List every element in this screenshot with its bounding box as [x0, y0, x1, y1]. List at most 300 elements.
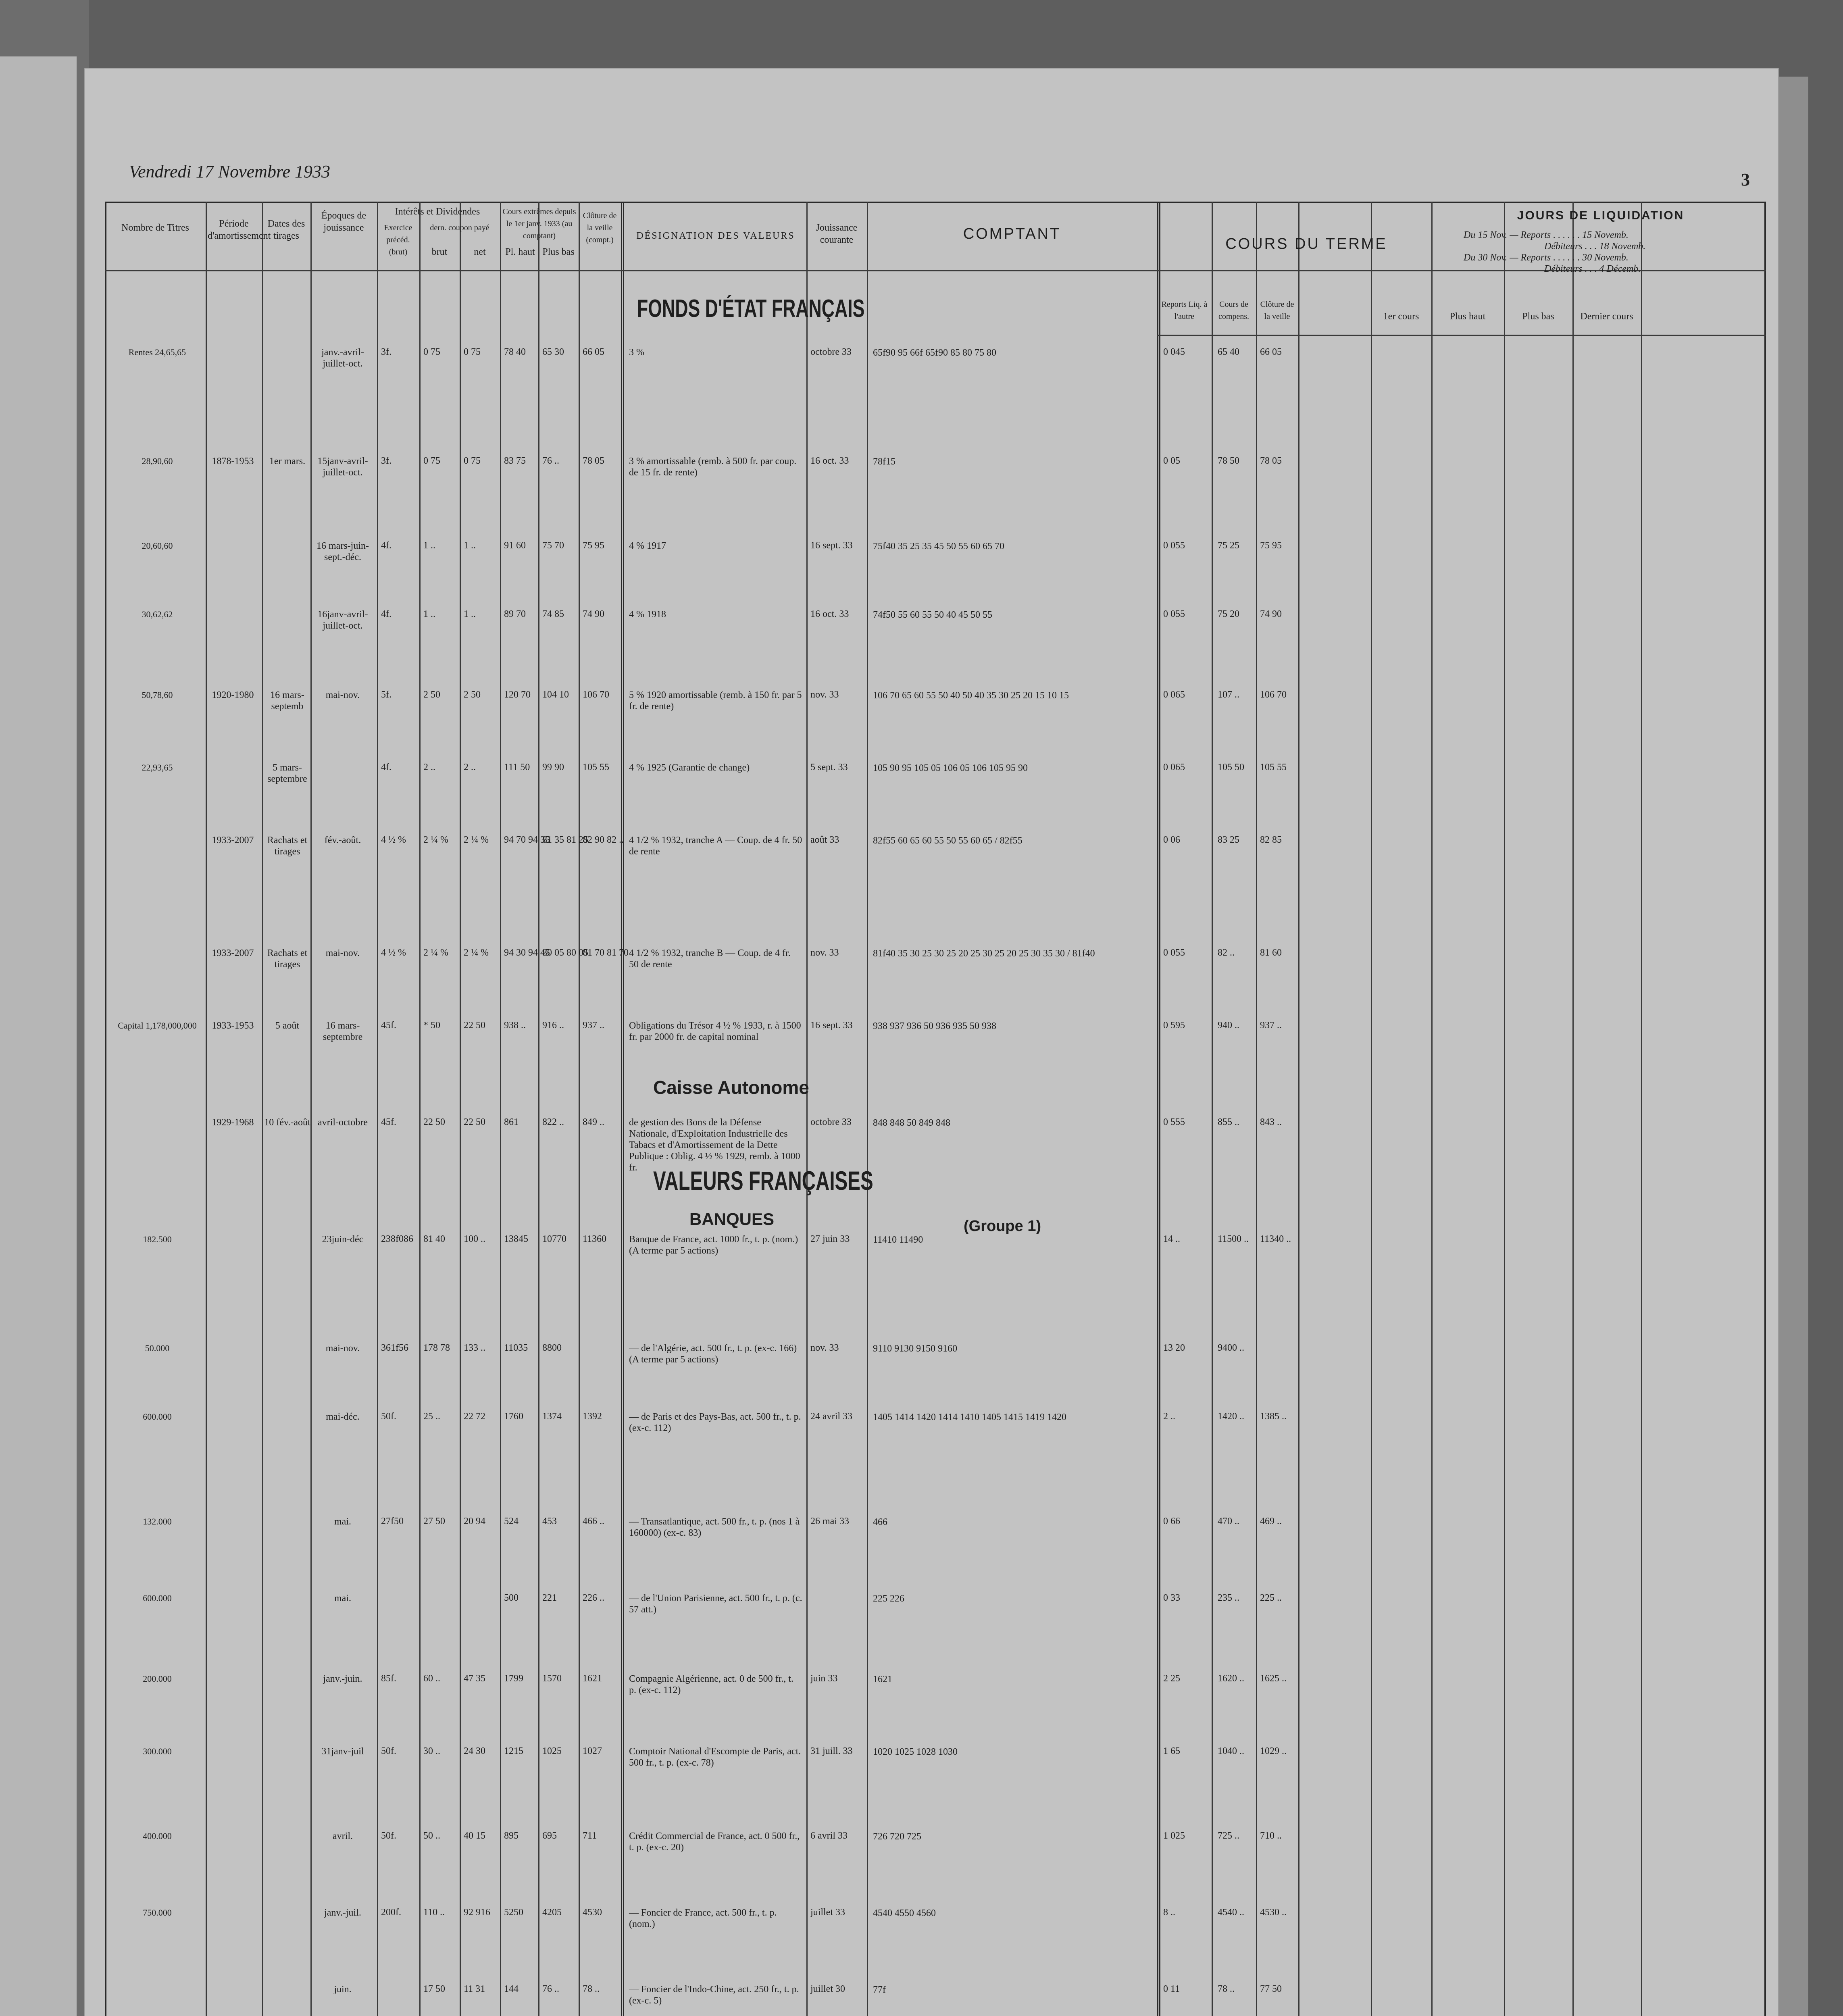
col-divider: [1572, 202, 1574, 2016]
header-dern-coupon: dern. coupon payé: [430, 223, 489, 232]
row-brut: 0 75: [423, 456, 440, 466]
row-bas: 8800: [542, 1343, 562, 1353]
row-exercice: 3f.: [381, 456, 392, 466]
row-comptant: 4540 4550 4560: [873, 1908, 936, 1918]
row-net: 24 30: [464, 1746, 485, 1756]
row-veille: 1625 ..: [1260, 1673, 1287, 1684]
section-groupe: (Groupe 1): [964, 1218, 1041, 1235]
row-report: 2 ..: [1163, 1411, 1175, 1422]
row-designation: 4 1/2 % 1932, tranche B — Coup. de 4 fr. 50 de rente: [629, 948, 791, 970]
row-epoque: mai-nov.: [325, 690, 360, 700]
row-haut: 1215: [504, 1746, 523, 1756]
row-nombre: Capital 1,178,000,000: [118, 1020, 197, 1031]
row-exercice: 361f56: [381, 1343, 408, 1353]
row-nombre: 22,93,65: [142, 762, 173, 773]
row-jouissance: 16 oct. 33: [810, 456, 849, 466]
row-cloture: 466 ..: [583, 1516, 604, 1527]
row-bas: 76 ..: [542, 456, 559, 466]
row-periode: 1920-1980: [212, 690, 254, 700]
col-divider: [500, 202, 501, 2016]
row-bas: 1570: [542, 1673, 562, 1684]
liq-line-4: Débiteurs . . . 4 Décemb.: [1544, 264, 1641, 274]
header-jouissance: Jouissance courante: [816, 223, 858, 245]
row-report: 0 065: [1163, 689, 1185, 700]
row-net: 0 75: [464, 347, 481, 357]
row-bas: 4205: [542, 1907, 562, 1918]
row-comptant: 75f40 35 25 35 45 50 55 60 65 70: [873, 541, 1004, 552]
row-net: 20 94: [464, 1516, 485, 1527]
row-exercice: 4 ½ %: [381, 948, 406, 958]
section-caisse-autonome: Caisse Autonome: [653, 1077, 809, 1098]
row-compens: 105 50: [1218, 762, 1244, 773]
row-haut: 13845: [504, 1234, 528, 1244]
row-haut: 861: [504, 1117, 519, 1127]
section-banques: BANQUES: [689, 1210, 775, 1229]
header-jours-liquidation: JOURS DE LIQUIDATION: [1517, 209, 1685, 222]
header-designation: DÉSIGNATION DES VALEURS: [636, 231, 795, 241]
row-tirages: Rachats et tirages: [267, 835, 308, 857]
row-comptant: 11410 11490: [873, 1235, 923, 1245]
row-exercice: 27f50: [381, 1516, 404, 1527]
row-epoque: mai-nov.: [325, 948, 360, 958]
row-periode: 1929-1968: [212, 1117, 254, 1128]
row-exercice: 4f.: [381, 609, 392, 619]
row-compens: 75 25: [1218, 540, 1239, 551]
row-tirages: 5 août: [275, 1020, 300, 1031]
row-cloture: 81 70 81 70: [583, 948, 629, 958]
row-brut: 30 ..: [423, 1746, 440, 1756]
row-veille: 78 05: [1260, 456, 1282, 466]
row-designation: Compagnie Algérienne, act. 0 de 500 fr., t. p. (ex-c. 112): [629, 1674, 793, 1695]
row-nombre: Rentes 24,65,65: [128, 347, 186, 357]
row-cloture: 106 70: [583, 689, 609, 700]
row-designation: — Transatlantique, act. 500 fr., t. p. (nos 1 à 160000) (ex-c. 83): [629, 1516, 800, 1538]
row-net: 2 ¼ %: [464, 948, 489, 958]
header-cloture-veille: Clôture de la veille: [1260, 300, 1294, 321]
col-divider: [377, 202, 378, 2016]
row-compens: 9400 ..: [1218, 1343, 1244, 1353]
row-jouissance: octobre 33: [810, 1117, 852, 1127]
row-brut: 81 40: [423, 1234, 445, 1244]
header-nombre: Nombre de Titres: [121, 223, 189, 233]
row-nombre: 132.000: [143, 1516, 172, 1527]
row-comptant: 9110 9130 9150 9160: [873, 1343, 958, 1354]
row-periode: 1933-2007: [212, 948, 254, 958]
row-designation: Banque de France, act. 1000 fr., t. p. (nom.) (A terme par 5 actions): [629, 1234, 798, 1256]
row-comptant: 848 848 50 849 848: [873, 1118, 950, 1128]
row-tirages: Rachats et tirages: [267, 948, 308, 970]
row-net: 1 ..: [464, 609, 476, 619]
row-comptant: 1405 1414 1420 1414 1410 1405 1415 1419 1420: [873, 1412, 1066, 1422]
row-haut: 5250: [504, 1907, 523, 1918]
row-compens: 78 50: [1218, 456, 1239, 466]
col-divider: [310, 202, 312, 2016]
row-nombre: 200.000: [143, 1674, 172, 1684]
row-haut: 120 70: [504, 689, 531, 700]
row-jouissance: 16 oct. 33: [810, 609, 849, 619]
row-jouissance: 16 sept. 33: [810, 1020, 853, 1031]
row-haut: 500: [504, 1593, 519, 1603]
row-brut: 60 ..: [423, 1673, 440, 1684]
row-bas: 916 ..: [542, 1020, 564, 1031]
col-divider: [806, 202, 808, 2016]
row-comptant: 106 70 65 60 55 50 40 50 40 35 30 25 20 15 10 15: [873, 690, 1069, 701]
row-report: 2 25: [1163, 1673, 1180, 1684]
section-valeurs-francaises: VALEURS FRANÇAISES: [653, 1166, 873, 1195]
row-comptant: 105 90 95 105 05 106 05 106 105 95 90: [873, 763, 1028, 773]
row-nombre: 50,78,60: [142, 690, 173, 700]
row-exercice: 45f.: [381, 1020, 396, 1031]
row-epoque: mai.: [334, 1516, 351, 1527]
book-edge: [1778, 77, 1808, 2016]
page-number: 3: [1741, 170, 1750, 190]
row-cloture: 78 ..: [583, 1984, 600, 1994]
row-bas: 76 ..: [542, 1984, 559, 1994]
header-cours-extremes: Cours extrêmes depuis le 1er janv. 1933 (au comptant): [502, 207, 576, 240]
row-haut: 94 70 94 35: [504, 835, 550, 845]
row-nombre: 750.000: [143, 1908, 172, 1918]
row-brut: 22 50: [423, 1117, 445, 1127]
row-bas: 65 30: [542, 347, 564, 357]
row-designation: — Foncier de l'Indo-Chine, act. 250 fr., t. p. (ex-c. 5): [629, 1984, 799, 2006]
row-bas: 453: [542, 1516, 557, 1527]
header-cloture: Clôture de la veille (compt.): [583, 211, 617, 244]
row-cloture: 1027: [583, 1746, 602, 1756]
row-brut: 2 50: [423, 689, 440, 700]
col-divider: [1256, 202, 1257, 2016]
row-exercice: 4 ½ %: [381, 835, 406, 845]
row-bas: 1374: [542, 1411, 562, 1422]
row-jouissance: 26 mai 33: [810, 1516, 849, 1527]
row-brut: 2 ¼ %: [423, 835, 448, 845]
row-exercice: 200f.: [381, 1907, 401, 1918]
row-compens: 470 ..: [1218, 1516, 1239, 1527]
row-comptant: 466: [873, 1517, 887, 1527]
row-epoque: 16 mars-septembre: [323, 1020, 363, 1042]
header-interets: Intérêts et Dividendes: [395, 206, 480, 217]
row-exercice: 85f.: [381, 1673, 396, 1684]
row-brut: 178 78: [423, 1343, 450, 1353]
row-bas: 10770: [542, 1234, 566, 1244]
row-epoque: 16janv-avril-juillet-oct.: [317, 609, 368, 631]
row-designation: — de l'Algérie, act. 500 fr., t. p. (ex-c. 166) (A terme par 5 actions): [629, 1343, 797, 1365]
row-bas: 695: [542, 1831, 557, 1841]
row-compens: 75 20: [1218, 609, 1239, 619]
row-net: 92 916: [464, 1907, 490, 1918]
header-exercice: Exercice précéd. (brut): [384, 223, 412, 256]
row-report: 0 055: [1163, 609, 1185, 619]
col-divider: [538, 202, 539, 2016]
liq-line-3: Du 30 Nov. — Reports . . . . . . 30 Novemb.: [1464, 252, 1629, 263]
row-report: 0 66: [1163, 1516, 1180, 1527]
row-nombre: 600.000: [143, 1593, 172, 1603]
row-nombre: 600.000: [143, 1412, 172, 1422]
row-bas: 80 05 80 05: [542, 948, 588, 958]
row-net: 22 50: [464, 1020, 485, 1031]
row-net: 40 15: [464, 1831, 485, 1841]
row-compens: 82 ..: [1218, 948, 1235, 958]
row-net: 133 ..: [464, 1343, 485, 1353]
row-compens: 1620 ..: [1218, 1673, 1244, 1684]
row-net: 2 50: [464, 689, 481, 700]
row-veille: 75 95: [1260, 540, 1282, 551]
row-veille: 225 ..: [1260, 1593, 1282, 1603]
row-report: 0 555: [1163, 1117, 1185, 1127]
row-cloture: 937 ..: [583, 1020, 604, 1031]
row-exercice: 5f.: [381, 689, 392, 700]
row-report: 0 05: [1163, 456, 1180, 466]
row-periode: 1878-1953: [212, 456, 254, 467]
row-exercice: 50f.: [381, 1411, 396, 1422]
row-veille: 4530 ..: [1260, 1907, 1287, 1918]
row-cloture: 1392: [583, 1411, 602, 1422]
row-cloture: 849 ..: [583, 1117, 604, 1127]
header-cours-terme: COURS DU TERME: [1225, 235, 1387, 252]
row-veille: 106 70: [1260, 689, 1287, 700]
row-designation: — de l'Union Parisienne, act. 500 fr., t. p. (c. 57 att.): [629, 1593, 802, 1615]
col-divider: [1212, 202, 1213, 2016]
row-cloture: 74 90: [583, 609, 604, 619]
row-epoque: 31janv-juil: [321, 1746, 364, 1757]
row-report: 0 055: [1163, 540, 1185, 551]
header-pl-haut: Pl. haut: [505, 247, 535, 257]
row-epoque: mai-déc.: [326, 1412, 360, 1422]
row-net: 100 ..: [464, 1234, 485, 1244]
col-divider: [1157, 202, 1160, 2016]
row-haut: 524: [504, 1516, 519, 1527]
row-report: 8 ..: [1163, 1907, 1175, 1918]
row-exercice: 4f.: [381, 540, 392, 551]
row-haut: 89 70: [504, 609, 526, 619]
row-comptant: 82f55 60 65 60 55 50 55 60 65 / 82f55: [873, 835, 1023, 846]
row-compens: 1420 ..: [1218, 1411, 1244, 1422]
row-designation: 5 % 1920 amortissable (remb. à 150 fr. par 5 fr. de rente): [629, 690, 802, 712]
row-comptant: 77f: [873, 1985, 886, 1995]
section-fonds-etat: FONDS D'ÉTAT FRANÇAIS: [637, 295, 865, 323]
row-designation: 3 %: [629, 347, 644, 358]
row-tirages: 10 fév.-août: [264, 1117, 310, 1128]
header-reports: Reports Liq. à l'autre: [1161, 300, 1208, 321]
row-report: 0 595: [1163, 1020, 1185, 1031]
row-haut: 94 30 94 45: [504, 948, 550, 958]
row-net: 1 ..: [464, 540, 476, 551]
row-report: 0 11: [1163, 1984, 1180, 1994]
row-designation: — Foncier de France, act. 500 fr., t. p. (nom.): [629, 1908, 777, 1929]
row-epoque: mai-nov.: [325, 1343, 360, 1354]
header-dernier-cours: Dernier cours: [1580, 311, 1633, 322]
row-bas: 104 10: [542, 689, 569, 700]
row-report: 0 055: [1163, 948, 1185, 958]
row-brut: * 50: [423, 1020, 440, 1031]
row-haut: 91 60: [504, 540, 526, 551]
row-exercice: 50f.: [381, 1831, 396, 1841]
row-haut: 1799: [504, 1673, 523, 1684]
row-exercice: 45f.: [381, 1117, 396, 1127]
row-jouissance: août 33: [810, 835, 839, 845]
row-exercice: 50f.: [381, 1746, 396, 1756]
row-report: 1 025: [1163, 1831, 1185, 1841]
row-epoque: fév.-août.: [324, 835, 361, 846]
row-jouissance: nov. 33: [810, 689, 839, 700]
row-brut: 50 ..: [423, 1831, 440, 1841]
col-divider: [1641, 202, 1642, 2016]
row-brut: 1 ..: [423, 609, 435, 619]
row-net: 22 72: [464, 1411, 485, 1422]
row-veille: 77 50: [1260, 1984, 1282, 1994]
row-bas: 75 70: [542, 540, 564, 551]
row-net: 47 35: [464, 1673, 485, 1684]
col-divider: [206, 202, 207, 2016]
row-jouissance: 16 sept. 33: [810, 540, 853, 551]
row-designation: de gestion des Bons de la Défense Nationale, d'Exploitation Industrielle des Tabacs et d'Amortissement de la Dette Publique : Oblig. 4 ½ % 1929, remb. à 1000 fr.: [629, 1117, 800, 1173]
row-jouissance: 31 juill. 33: [810, 1746, 853, 1756]
liq-line-2: Débiteurs . . . 18 Novemb.: [1544, 241, 1646, 252]
row-tirages: 5 mars-septembre: [267, 762, 307, 784]
row-comptant: 65f90 95 66f 65f90 85 80 75 80: [873, 348, 996, 358]
row-tirages: 1er mars.: [269, 456, 306, 467]
row-veille: 843 ..: [1260, 1117, 1282, 1127]
terme-header-rule: [1157, 335, 1766, 336]
row-cloture: 711: [583, 1831, 597, 1841]
row-tirages: 16 mars-septemb: [270, 690, 304, 712]
row-veille: 82 85: [1260, 835, 1282, 845]
row-epoque: 15janv-avril-juillet-oct.: [317, 456, 368, 478]
row-veille: 1029 ..: [1260, 1746, 1287, 1756]
row-veille: 710 ..: [1260, 1831, 1282, 1841]
col-divider: [419, 202, 421, 2016]
row-report: 0 33: [1163, 1593, 1180, 1603]
row-veille: 1385 ..: [1260, 1411, 1287, 1422]
header-cours-compens: Cours de compens.: [1218, 300, 1249, 321]
row-compens: 235 ..: [1218, 1593, 1239, 1603]
row-nombre: 28,90,60: [142, 456, 173, 466]
row-compens: 1040 ..: [1218, 1746, 1244, 1756]
row-net: 2 ¼ %: [464, 835, 489, 845]
col-divider: [867, 202, 868, 2016]
row-brut: 110 ..: [423, 1907, 445, 1918]
row-jouissance: octobre 33: [810, 347, 852, 357]
row-brut: 0 75: [423, 347, 440, 357]
row-bas: 221: [542, 1593, 557, 1603]
header-epoques: Époques de jouissance: [321, 210, 367, 233]
col-divider: [460, 202, 461, 2016]
row-nombre: 50.000: [145, 1343, 170, 1353]
row-exercice: 3f.: [381, 347, 392, 357]
row-comptant: 78f15: [873, 456, 895, 467]
liq-line-1: Du 15 Nov. — Reports . . . . . . 15 Novemb.: [1464, 230, 1629, 240]
row-designation: 3 % amortissable (remb. à 500 fr. par coup. de 15 fr. de rente): [629, 456, 797, 478]
page-date: Vendredi 17 Novembre 1933: [129, 162, 330, 181]
row-epoque: avril.: [333, 1831, 353, 1841]
row-report: 1 65: [1163, 1746, 1180, 1756]
row-haut: 938 ..: [504, 1020, 526, 1031]
row-cloture: 4530: [583, 1907, 602, 1918]
newspaper-page: [85, 69, 1778, 2016]
row-designation: Crédit Commercial de France, act. 0 500 fr., t. p. (ex-c. 20): [629, 1831, 800, 1853]
row-nombre: 20,60,60: [142, 541, 173, 551]
row-jouissance: 24 avril 33: [810, 1411, 852, 1422]
row-bas: 74 85: [542, 609, 564, 619]
row-designation: 4 % 1918: [629, 609, 666, 620]
header-plus-bas-terme: Plus bas: [1522, 311, 1554, 322]
row-jouissance: nov. 33: [810, 948, 839, 958]
row-designation: 4 % 1917: [629, 541, 666, 551]
row-epoque: avril-octobre: [318, 1117, 368, 1128]
header-premier-cours: 1er cours: [1383, 311, 1419, 322]
row-jouissance: nov. 33: [810, 1343, 839, 1353]
row-jouissance: 6 avril 33: [810, 1831, 848, 1841]
row-veille: 66 05: [1260, 347, 1282, 357]
row-comptant: 225 226: [873, 1593, 904, 1604]
row-nombre: 182.500: [143, 1234, 172, 1244]
row-report: 0 06: [1163, 835, 1180, 845]
col-divider: [621, 202, 624, 2016]
header-brut: brut: [431, 247, 448, 257]
row-jouissance: juillet 30: [810, 1984, 845, 1994]
row-brut: 27 50: [423, 1516, 445, 1527]
row-cloture: 11360: [583, 1234, 607, 1244]
row-cloture: 82 90 82 ..: [583, 835, 624, 845]
row-veille: 74 90: [1260, 609, 1282, 619]
row-exercice: 4f.: [381, 762, 392, 773]
row-designation: 4 % 1925 (Garantie de change): [629, 762, 750, 773]
row-brut: 2 ¼ %: [423, 948, 448, 958]
row-epoque: juin.: [334, 1984, 352, 1995]
row-compens: 83 25: [1218, 835, 1239, 845]
row-epoque: mai.: [334, 1593, 351, 1604]
row-cloture: 78 05: [583, 456, 604, 466]
row-jouissance: juin 33: [810, 1673, 838, 1684]
row-net: 11 31: [464, 1984, 485, 1994]
row-haut: 11035: [504, 1343, 528, 1353]
row-haut: 78 40: [504, 347, 526, 357]
row-bas: 822 ..: [542, 1117, 564, 1127]
row-bas: 99 90: [542, 762, 564, 773]
row-comptant: 938 937 936 50 936 935 50 938: [873, 1021, 996, 1031]
col-divider: [1431, 202, 1433, 2016]
row-bas: 81 35 81 25: [542, 835, 588, 845]
row-cloture: 75 95: [583, 540, 604, 551]
col-divider: [1504, 202, 1505, 2016]
row-compens: 940 ..: [1218, 1020, 1239, 1031]
row-brut: 1 ..: [423, 540, 435, 551]
row-compens: 11500 ..: [1218, 1234, 1249, 1244]
row-haut: 83 75: [504, 456, 526, 466]
col-divider: [579, 202, 580, 2016]
row-compens: 4540 ..: [1218, 1907, 1244, 1918]
row-exercice: 238f086: [381, 1234, 413, 1244]
row-veille: 81 60: [1260, 948, 1282, 958]
header-periode: Période d'amortissement: [208, 219, 271, 241]
row-compens: 65 40: [1218, 347, 1239, 357]
header-plus-haut: Plus haut: [1449, 311, 1486, 322]
row-report: 14 ..: [1163, 1234, 1180, 1244]
facing-page-edge: [0, 56, 77, 2016]
row-cloture: 1621: [583, 1673, 602, 1684]
row-veille: 469 ..: [1260, 1516, 1282, 1527]
row-compens: 78 ..: [1218, 1984, 1235, 1994]
header-net: net: [474, 247, 486, 257]
row-haut: 895: [504, 1831, 519, 1841]
row-comptant: 1621: [873, 1674, 892, 1685]
row-nombre: 400.000: [143, 1831, 172, 1841]
row-report: 13 20: [1163, 1343, 1185, 1353]
col-divider: [1298, 202, 1299, 2016]
row-jouissance: juillet 33: [810, 1907, 845, 1918]
row-comptant: 1020 1025 1028 1030: [873, 1747, 958, 1757]
row-designation: — de Paris et des Pays-Bas, act. 500 fr., t. p. (ex-c. 112): [629, 1412, 801, 1433]
row-cloture: 66 05: [583, 347, 604, 357]
